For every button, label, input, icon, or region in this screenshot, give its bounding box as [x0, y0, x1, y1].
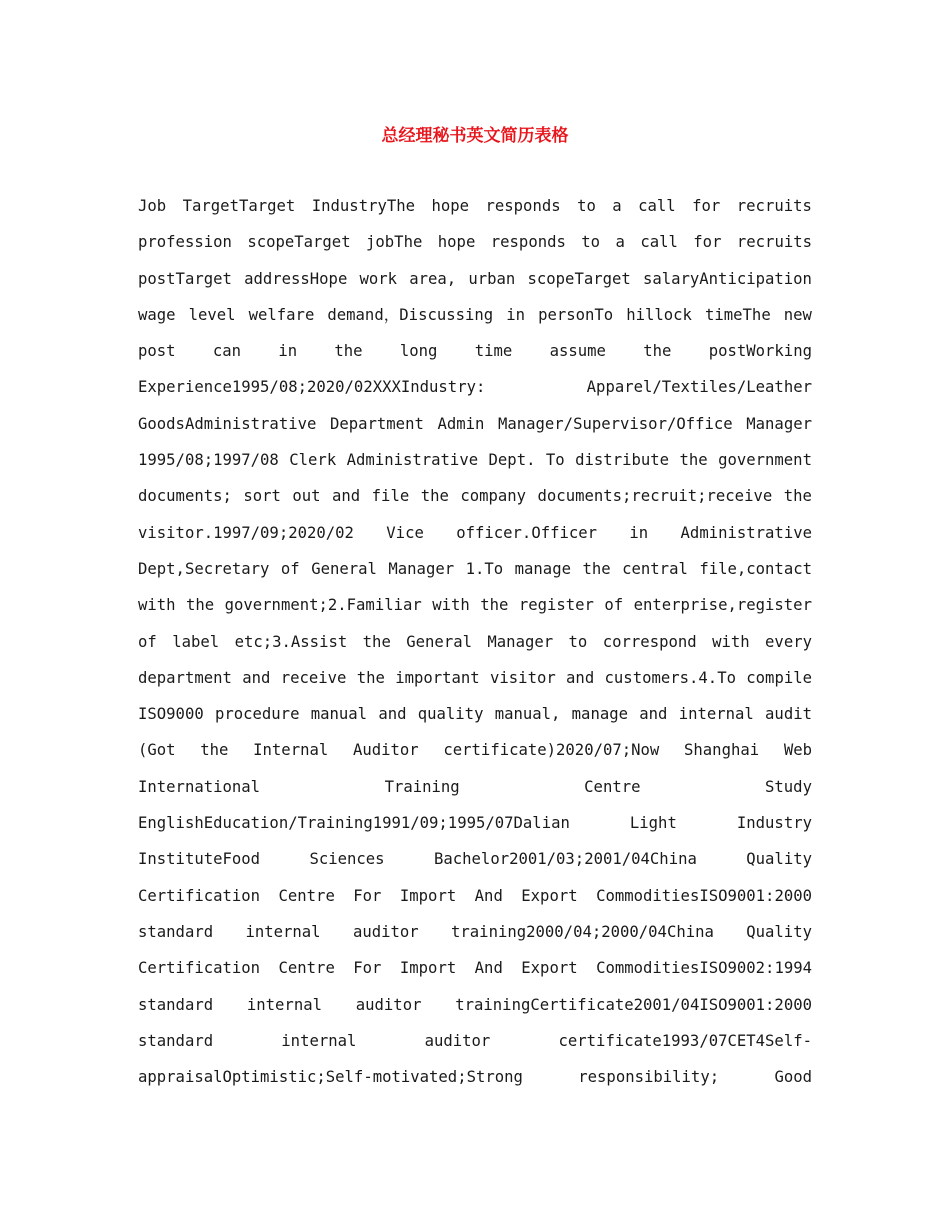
body-line: department and receive the important visitor and customers.4.To compile — [138, 668, 812, 687]
body-line: Certification Centre For Import And Export CommoditiesISO9001:2000 — [138, 886, 812, 905]
body-line: Certification Centre For Import And Export CommoditiesISO9002:1994 — [138, 959, 812, 978]
body-line: visitor.1997/09;2020/02 Vice officer.Officer in Administrative — [138, 523, 812, 542]
body-line: standard internal auditor trainingCertificate2001/04ISO9001:2000 — [138, 995, 812, 1014]
body-line: wage level welfare demand，Discussing in personTo hillock timeThe new — [138, 305, 812, 324]
body-line: (Got the Internal Auditor certificate)2020/07;Now Shanghai Web — [138, 741, 812, 760]
body-line: ISO9000 procedure manual and quality manual, manage and internal audit — [138, 705, 812, 724]
body-line: standard internal auditor certificate1993/07CET4Self- — [138, 1031, 812, 1050]
body-line: International Training Centre Study — [138, 777, 812, 796]
body-line: InstituteFood Sciences Bachelor2001/03;2001/04China Quality — [138, 850, 812, 869]
body-line: Dept,Secretary of General Manager 1.To manage the central file,contact — [138, 559, 812, 578]
document-body — [138, 188, 812, 1095]
body-line: appraisalOptimistic;Self-motivated;Strong responsibility; Good — [138, 1068, 812, 1087]
body-line: GoodsAdministrative Department Admin Manager/Supervisor/Office Manager — [138, 414, 812, 433]
body-line: Job TargetTarget IndustryThe hope responds to a call for recruits — [138, 197, 812, 215]
body-line: Experience1995/08;2020/02XXXIndustry: Apparel/Textiles/Leather — [138, 378, 812, 397]
body-line: with the government;2.Familiar with the register of enterprise,register — [138, 596, 812, 615]
body-line: documents; sort out and file the company documents;recruit;receive the — [138, 487, 812, 506]
document-title: 总经理秘书英文简历表格 — [381, 126, 569, 146]
body-line: standard internal auditor training2000/04;2000/04China Quality — [138, 922, 812, 941]
body-line: profession scopeTarget jobThe hope responds to a call for recruits — [138, 233, 812, 252]
body-line: EnglishEducation/Training1991/09;1995/07Dalian Light Industry — [138, 814, 812, 833]
body-line: postTarget addressHope work area, urban scopeTarget salaryAnticipation — [138, 269, 812, 288]
body-line: post can in the long time assume the postWorking — [138, 342, 812, 361]
body-line: of label etc;3.Assist the General Manager to correspond with every — [138, 632, 812, 651]
body-line: 1995/08;1997/08 Clerk Administrative Dept. To distribute the government — [138, 451, 812, 470]
